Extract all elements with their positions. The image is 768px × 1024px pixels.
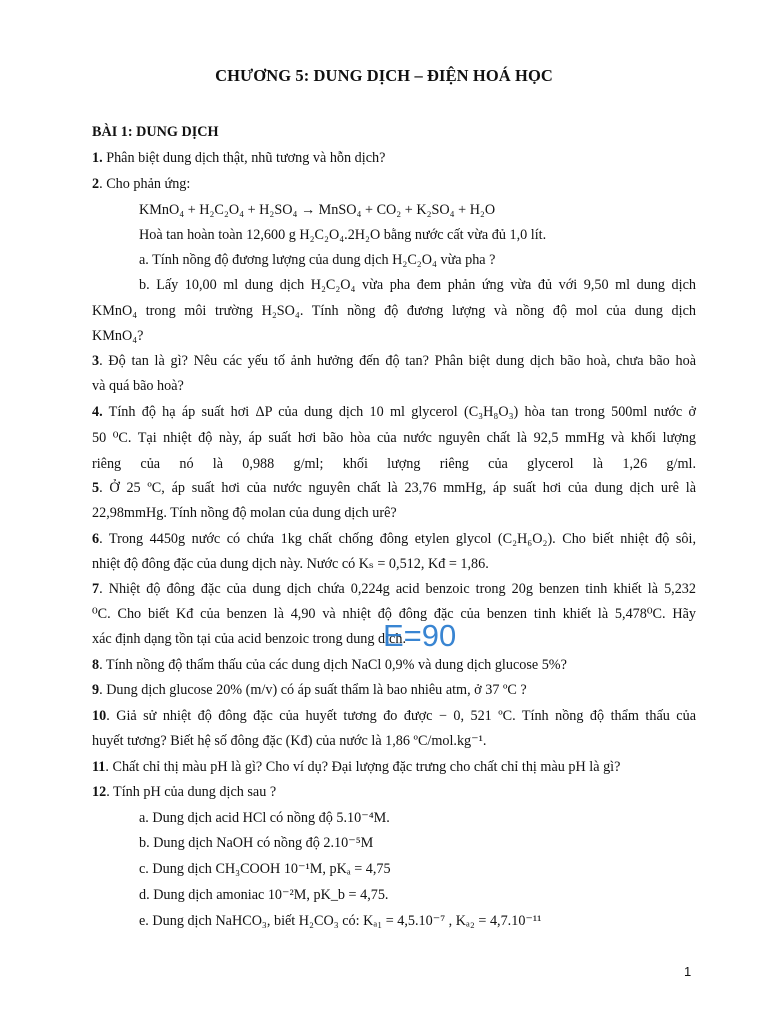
question-12-part-c: c. Dung dịch CH₃COOH 10⁻¹M, pKₐ = 4,75: [139, 861, 391, 877]
question-12-part-b: b. Dung dịch NaOH có nồng độ 2.10⁻⁵M: [139, 835, 374, 851]
question-2-part-b-end: KMnO₄?: [92, 328, 144, 344]
question-2-part-a: a. Tính nồng độ đương lượng của dung dịch H₂C₂O₄ vừa pha ?: [139, 252, 496, 268]
question-10-cont: huyết tương? Biết hệ số đông đặc (Kđ) của nước là 1,86 ºC/mol.kg⁻¹.: [92, 733, 487, 749]
watermark: E=90: [383, 618, 457, 653]
question-number: 3: [92, 353, 100, 369]
question-12-part-e: e. Dung dịch NaHCO₃, biết H₂CO₃ có: Kₐ₁ = 4,5.10⁻⁷ , Kₐ₂ = 4,7.10⁻¹¹: [139, 913, 542, 929]
question-8: [92, 656, 567, 674]
reaction-equation: KMnO₄ + H₂C₂O₄ + H₂SO₄ → MnSO₄ + CO₂ + K₂SO₄ + H₂O: [139, 202, 496, 218]
page-number: 1: [684, 964, 692, 979]
question-text: . Cho phản ứng:: [99, 176, 191, 192]
question-2-part-b: b. Lấy 10,00 ml dung dịch H₂C₂O₄ vừa pha đem phản ứng vừa đủ với 9,50 ml dung dịch: [139, 277, 696, 293]
question-text: . Dung dịch glucose 20% (m/v) có áp suất thẩm là bao nhiêu atm, ở 37 ºC ?: [99, 682, 527, 698]
question-12: [92, 783, 276, 801]
question-number: 6: [92, 531, 100, 547]
question-1: [92, 149, 385, 167]
question-7: [92, 580, 696, 598]
question-number: 4.: [92, 404, 103, 420]
question-number: 5: [92, 480, 100, 496]
question-6-cont: nhiệt độ đông đặc của dung dịch này. Nước có Kₛ = 0,512, Kđ = 1,86.: [92, 556, 489, 572]
question-text: . Độ tan là gì? Nêu các yếu tố ảnh hưởng đến độ tan? Phân biệt dung dịch bão hoà, chưa bão hoà: [99, 353, 696, 369]
question-4-cont: riêng của nó là 0,988 g/ml; khối lượng riêng của glycerol là 1,26 g/ml.: [92, 456, 696, 472]
question-number: 11: [92, 759, 106, 775]
question-number: 1.: [92, 150, 103, 166]
question-text: . Nhiệt độ đông đặc của dung dịch chứa 0,224g acid benzoic trong 20g benzen tinh khiết là 5,232: [99, 581, 696, 597]
question-text: . Trong 4450g nước có chứa 1kg chất chống đông etylen glycol (C₂H₆O₂). Cho biết nhiệt độ sôi,: [99, 531, 696, 547]
question-3: [92, 352, 696, 370]
question-number: 9: [92, 682, 100, 698]
question-12-part-d: d. Dung dịch amoniac 10⁻²M, pK_b = 4,75.: [139, 887, 389, 903]
question-text: . Tính pH của dung dịch sau ?: [106, 784, 277, 800]
question-4: [92, 403, 696, 421]
question-6: [92, 530, 696, 548]
question-2-text: Hoà tan hoàn toàn 12,600 g H₂C₂O₄.2H₂O bằng nước cất vừa đủ 1,0 lít.: [139, 227, 547, 243]
question-11: [92, 758, 620, 776]
question-text: . Ở 25 ºC, áp suất hơi của nước nguyên chất là 23,76 mmHg, áp suất hơi của dung dịch urê là: [99, 480, 696, 496]
question-7-cont: xác định dạng tồn tại của acid benzoic trong dung dịch.: [92, 631, 406, 647]
question-number: 2: [92, 176, 100, 192]
question-4-cont: 50 ⁰C. Tại nhiệt độ này, áp suất hơi bão hòa của nước nguyên chất là 92,5 mmHg và khối lượng: [92, 430, 696, 446]
question-number: 10: [92, 708, 107, 724]
question-9: [92, 681, 527, 699]
question-text: . Tính nồng độ thẩm thấu của các dung dịch NaCl 0,9% và dung dịch glucose 5%?: [99, 657, 567, 673]
question-text: Tính độ hạ áp suất hơi ΔP của dung dịch 10 ml glycerol (C₃H₈O₃) hòa tan trong 500ml nước ở: [102, 404, 696, 420]
question-5-cont: 22,98mmHg. Tính nồng độ molan của dung dịch urê?: [92, 505, 397, 521]
question-12-part-a: a. Dung dịch acid HCl có nồng độ 5.10⁻⁴M.: [139, 810, 390, 826]
question-7-cont: ⁰C. Cho biết Kđ của benzen là 4,90 và nhiệt độ đông đặc của benzen tinh khiết là 5,478⁰C. Hãy: [92, 606, 696, 622]
question-2: [92, 175, 190, 193]
question-text: . Giả sử nhiệt độ đông đặc của huyết tương đo được − 0, 521 ºC. Tính nồng độ thẩm thấu của: [106, 708, 696, 724]
question-number: 8: [92, 657, 100, 673]
question-3-cont: và quá bão hoà?: [92, 378, 184, 394]
question-10: [92, 707, 696, 725]
question-number: 12: [92, 784, 107, 800]
question-2-part-b-cont: KMnO₄ trong môi trường H₂SO₄. Tính nồng độ đương lượng và nồng độ mol của dung dịch: [92, 303, 696, 319]
question-5: [92, 479, 696, 497]
question-number: 7: [92, 581, 100, 597]
lesson-heading: BÀI 1: DUNG DỊCH: [92, 124, 219, 140]
question-text: Phân biệt dung dịch thật, nhũ tương và hỗn dịch?: [102, 150, 386, 166]
chapter-title: CHƯƠNG 5: DUNG DỊCH – ĐIỆN HOÁ HỌC: [215, 66, 553, 85]
question-text: . Chất chỉ thị màu pH là gì? Cho ví dụ? Đại lượng đặc trưng cho chất chỉ thị màu pH là gì?: [105, 759, 621, 775]
